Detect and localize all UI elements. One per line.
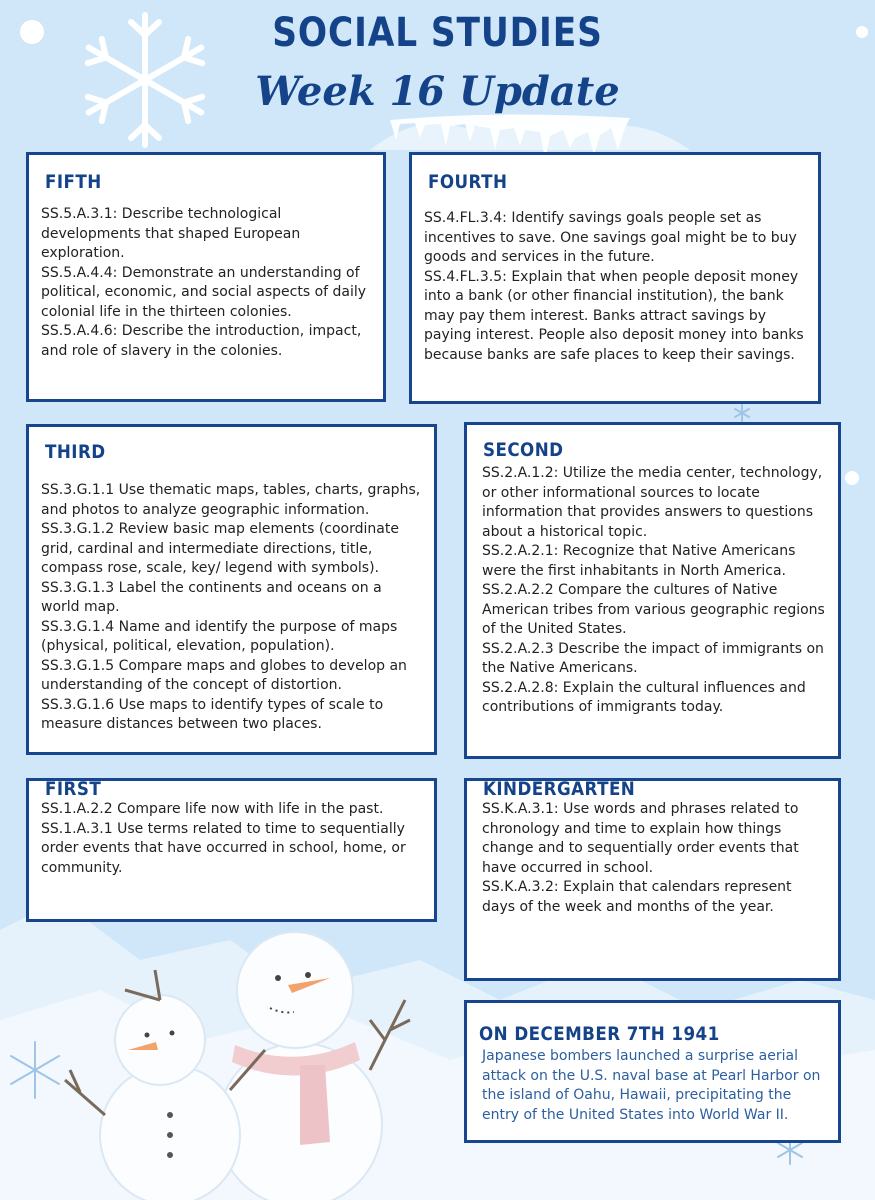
first-grade-box	[26, 778, 437, 922]
snowman-illustration	[0, 930, 440, 1200]
page-title: SOCIAL STUDIES	[272, 10, 603, 56]
fifth-standards: SS.5.A.3.1: Describe technological developments that shaped European exploration. SS.5.A.4.4: Demonstrate an understanding of political, economic, and social aspects of daily colonial life in the thirteen colonies. SS.5.A.4.6: Describe the introduction, impact, and role of slavery in the colonies.	[41, 206, 367, 359]
second-heading: SECOND	[483, 439, 564, 461]
third-standards: SS.3.G.1.1 Use thematic maps, tables, charts, graphs, and photos to analyze geographic information. SS.3.G.1.2 Review basic map elements (coordinate grid, cardinal and intermediate directions, title, compass rose, scale, key/ legend with symbols). SS.3.G.1.3 Label the continents and oceans on a world map. SS.3.G.1.4 Name and identify the purpose of maps (physical, political, elevation, population). SS.3.G.1.5 Compare maps and globes to develop an understanding of the concept of distortion. SS.3.G.1.6 Use maps to identify types of scale to measure distances between two places.	[41, 482, 421, 732]
second-grade-box	[464, 422, 841, 759]
kindergarten-heading: KINDERGARTEN	[483, 778, 636, 800]
first-heading: FIRST	[45, 778, 102, 800]
fifth-grade-box	[26, 152, 386, 402]
history-text: Japanese bombers launched a surprise aerial attack on the U.S. naval base at Pearl Harbor on the island of Oahu, Hawaii, precipitating the entry of the United States into World War II.	[482, 1048, 821, 1123]
history-fact-box	[464, 1000, 841, 1143]
first-standards: SS.1.A.2.2 Compare life now with life in the past. SS.1.A.3.1 Use terms related to time to sequentially order events that have occurred in school, home, or community.	[41, 801, 406, 876]
third-grade-box	[26, 424, 437, 755]
third-heading: THIRD	[45, 441, 106, 463]
kindergarten-box	[464, 778, 841, 981]
second-standards: SS.2.A.1.2: Utilize the media center, technology, or other informational sources to locate information that provides answers to questions about a historical topic. SS.2.A.2.1: Recognize that Native Americans were the first inhabitants in North America. SS.2.A.2.2 Compare the cultures of Native American tribes from various geographic regions of the United States. SS.2.A.2.3 Describe the impact of immigrants on the Native Americans. SS.2.A.2.8: Explain the cultural influences and contributions of immigrants today.	[482, 465, 825, 715]
fifth-heading: FIFTH	[45, 171, 102, 193]
page-subtitle: Week 16 Update	[255, 68, 620, 115]
fourth-heading: FOURTH	[428, 171, 508, 193]
kindergarten-standards: SS.K.A.3.1: Use words and phrases related to chronology and time to explain how things change and to sequentially order events that have occurred in school. SS.K.A.3.2: Explain that calendars represent days of the week and months of the year.	[482, 801, 799, 915]
fourth-grade-box	[409, 152, 821, 404]
history-heading: ON DECEMBER 7TH 1941	[479, 1023, 720, 1045]
fourth-standards: SS.4.FL.3.4: Identify savings goals people set as incentives to save. One savings goal might be to buy goods and services in the future. SS.4.FL.3.5: Explain that when people deposit money into a bank (or other financial institution), the bank may pay them interest. Banks attract savings by paying interest. People also deposit money into banks because banks are safe places to keep their savings.	[424, 210, 804, 363]
